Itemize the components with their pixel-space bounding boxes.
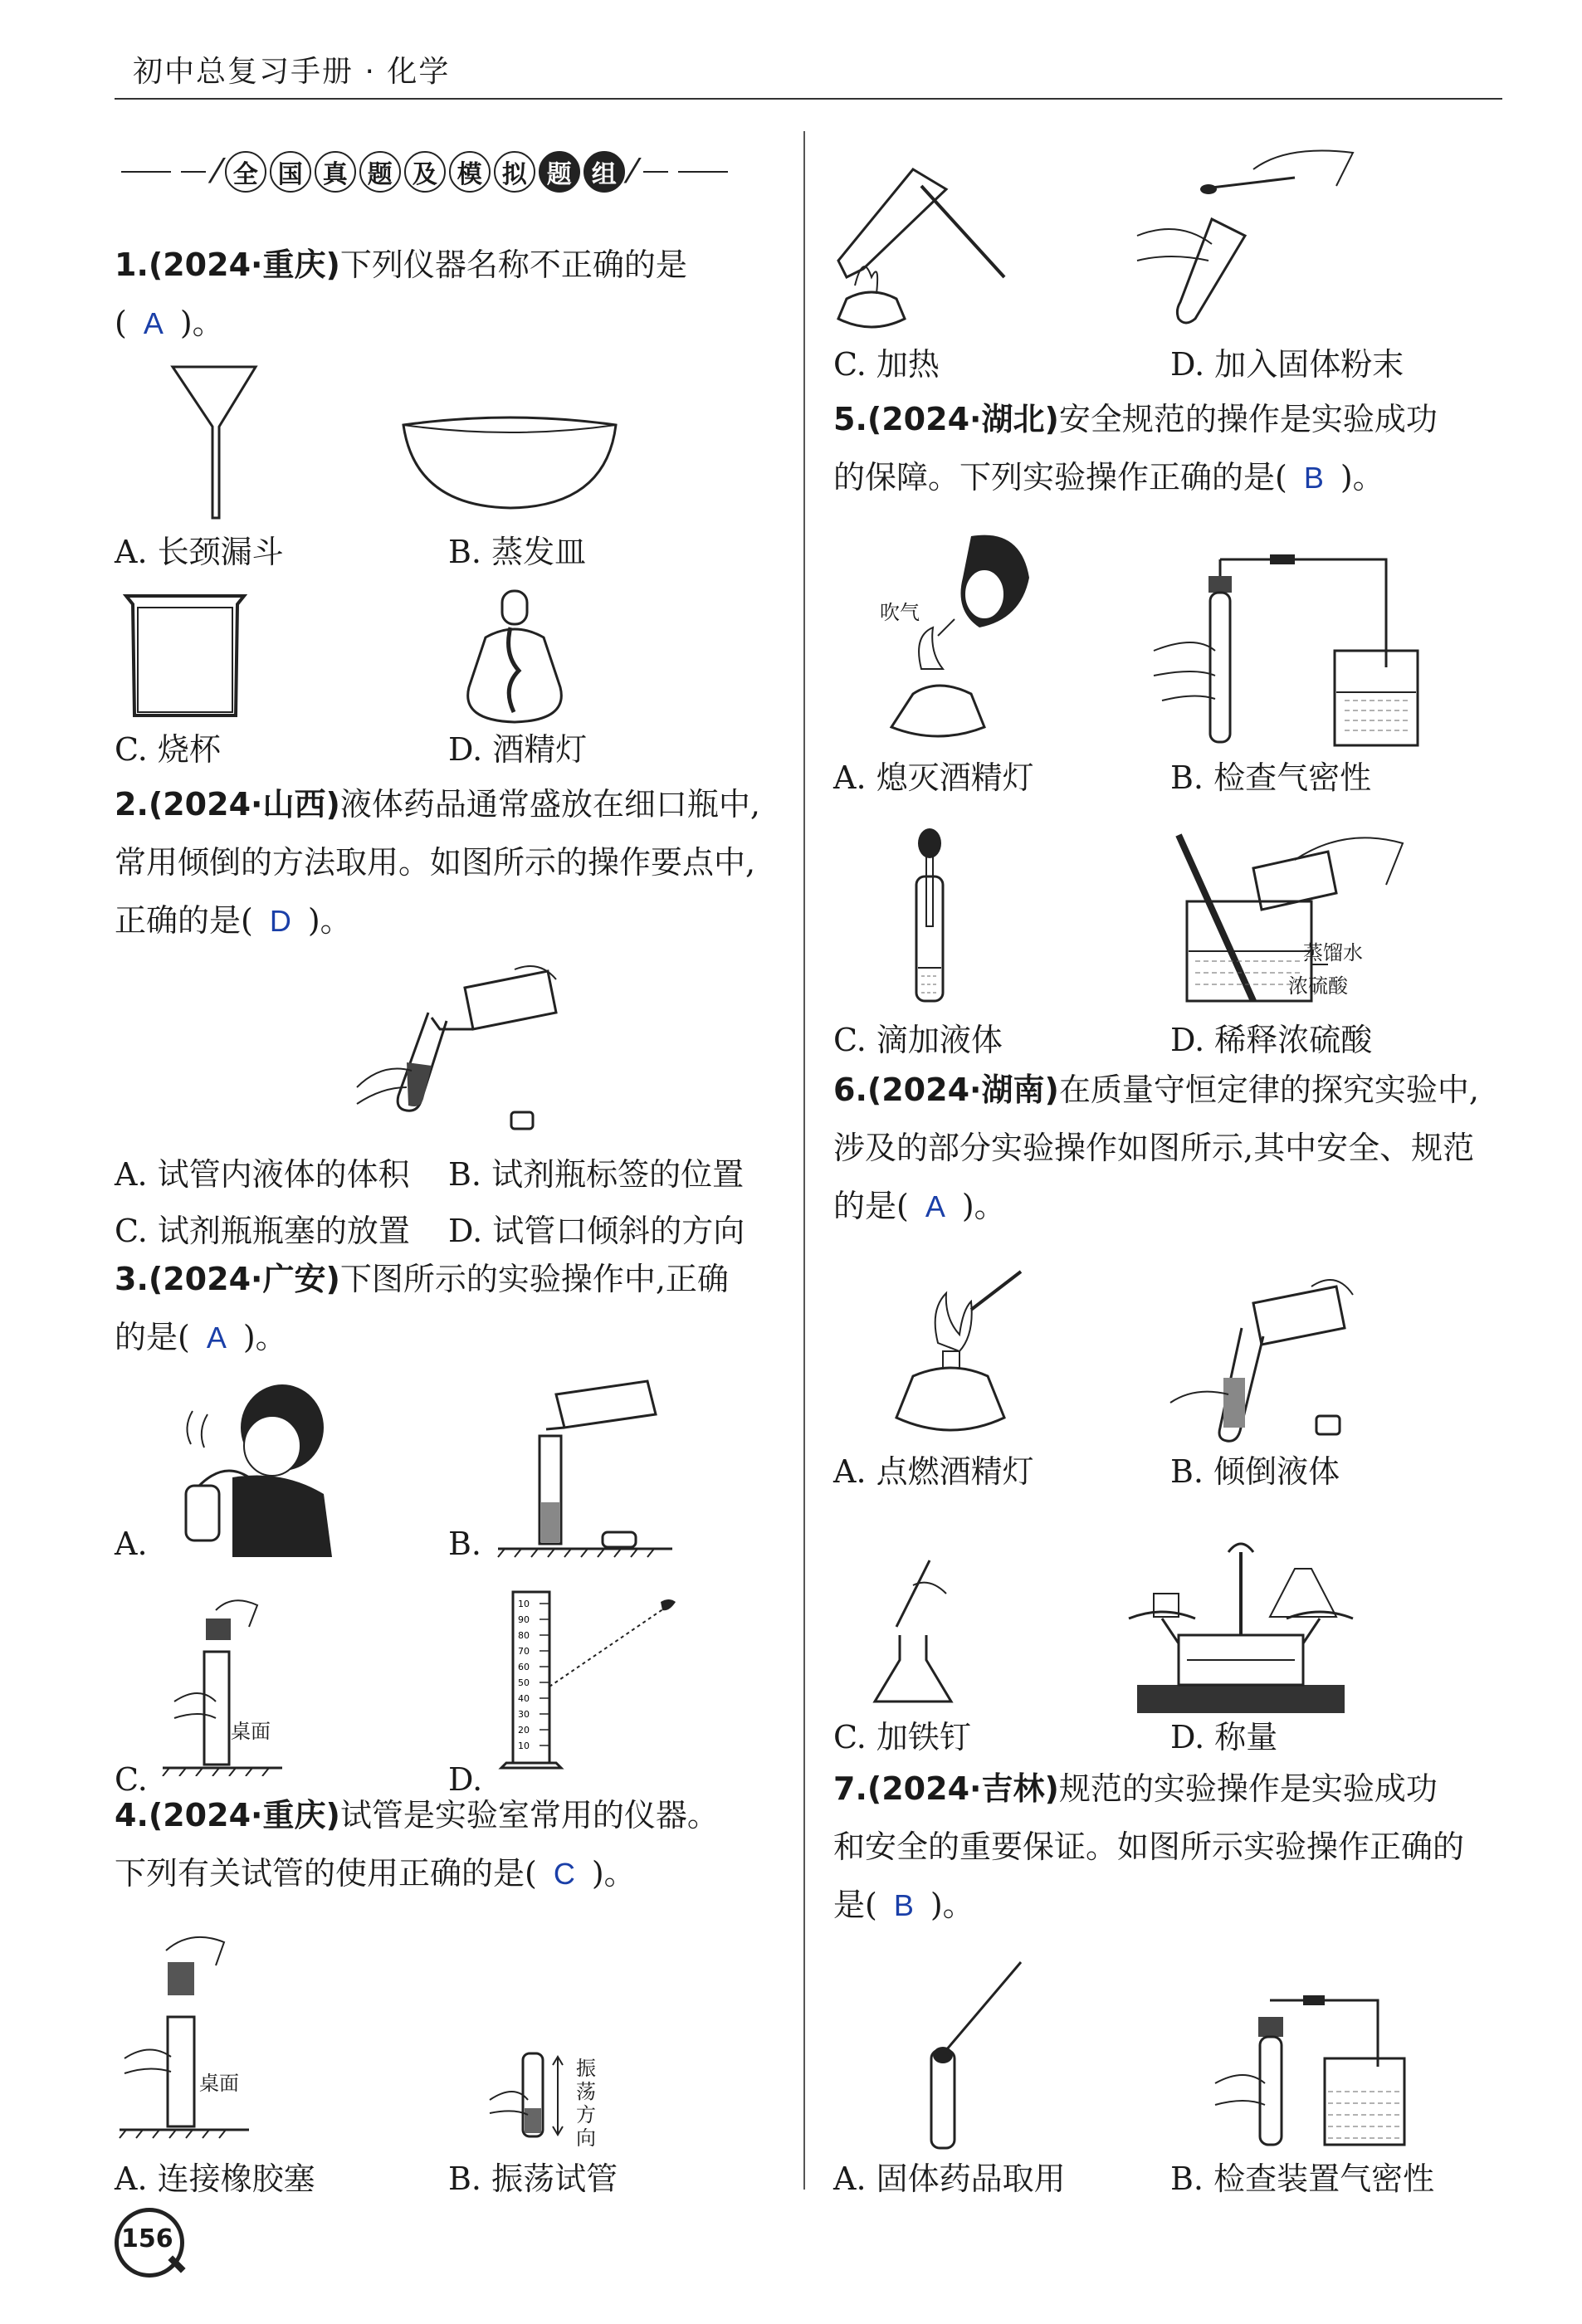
dropper-figure bbox=[896, 827, 963, 1009]
cylinder-tick-label: 50 bbox=[518, 1677, 530, 1688]
cylinder-reading-figure bbox=[498, 1587, 689, 1786]
q2-option-c: C. 试剂瓶瓶塞的放置 bbox=[115, 1213, 410, 1249]
banner-char: 题 bbox=[359, 151, 401, 193]
banner-char: 组 bbox=[583, 151, 625, 193]
paren: ( bbox=[115, 305, 127, 341]
page-number-badge bbox=[115, 2208, 184, 2278]
take-solid-figure bbox=[921, 1959, 1029, 2150]
label-conc-sulfuric-acid: 浓硫酸 bbox=[1288, 974, 1348, 998]
banner-char: 国 bbox=[270, 151, 311, 193]
question-4 bbox=[115, 1786, 795, 1903]
alcohol-lamp-figure bbox=[452, 588, 577, 729]
label-blow: 吹气 bbox=[880, 601, 920, 624]
funnel-figure bbox=[166, 364, 266, 521]
label-desk: 桌面 bbox=[199, 2072, 239, 2095]
answer: B bbox=[893, 1888, 914, 1922]
cylinder-tick-label: 80 bbox=[518, 1630, 530, 1641]
banner-char: 及 bbox=[404, 151, 446, 193]
check-airtightness-figure bbox=[1212, 1992, 1411, 2150]
cylinder-tick-label: 10 bbox=[518, 1741, 530, 1751]
cylinder-tick-label: 70 bbox=[518, 1646, 530, 1657]
page-number: 156 bbox=[121, 2224, 173, 2253]
cylinder-tick-label: 60 bbox=[518, 1662, 530, 1672]
add-powder-figure bbox=[1129, 136, 1361, 327]
banner-char: 拟 bbox=[494, 151, 535, 193]
question-text: 液体药品通常盛放在细口瓶中, bbox=[339, 786, 760, 823]
q7-option-a: A. 固体药品取用 bbox=[833, 2160, 1066, 2197]
question-2 bbox=[115, 775, 795, 950]
q2-option-d: D. 试管口倾斜的方向 bbox=[448, 1213, 745, 1249]
question-text: 的保障。下列实验操作正确的是( bbox=[833, 459, 1287, 496]
pour-liquid-figure bbox=[1162, 1270, 1361, 1444]
q2-option-b: B. 试剂瓶标签的位置 bbox=[448, 1156, 745, 1193]
q5-option-c: C. 滴加液体 bbox=[833, 1022, 1003, 1058]
question-text: 下图所示的实验操作中,正确 bbox=[339, 1261, 729, 1297]
q3-option-c: C. bbox=[115, 1761, 148, 1798]
q1-option-b: B. 蒸发皿 bbox=[448, 534, 587, 570]
q3-option-a: A. bbox=[115, 1526, 148, 1562]
label-distilled-water: 蒸馏水 bbox=[1303, 941, 1363, 964]
question-tag: 2.(2024·山西) bbox=[115, 786, 340, 823]
banner-char: 题 bbox=[539, 151, 580, 193]
extinguish-lamp-figure bbox=[872, 528, 1038, 744]
paren: )。 bbox=[1340, 459, 1384, 496]
q5-option-d: D. 稀释浓硫酸 bbox=[1170, 1022, 1373, 1058]
paren: )。 bbox=[591, 1855, 636, 1892]
shake-tube-figure bbox=[481, 2050, 573, 2141]
q5-option-b: B. 检查气密性 bbox=[1170, 759, 1372, 796]
header-divider bbox=[115, 98, 1502, 100]
paren: )。 bbox=[930, 1887, 974, 1923]
heat-tube-figure bbox=[830, 153, 1021, 335]
answer: A bbox=[206, 1321, 227, 1355]
question-text: 下列有关试管的使用正确的是( bbox=[115, 1855, 537, 1892]
answer: A bbox=[143, 306, 164, 340]
answer: B bbox=[1303, 461, 1324, 495]
weighing-balance-figure bbox=[1121, 1536, 1361, 1718]
q6-option-b: B. 倾倒液体 bbox=[1170, 1453, 1340, 1490]
label-shake-direction: 振荡方向 bbox=[576, 2057, 596, 2150]
q1-option-a: A. 长颈漏斗 bbox=[115, 534, 284, 570]
q7-option-b: B. 检查装置气密性 bbox=[1170, 2160, 1435, 2197]
cylinder-tick-label: 90 bbox=[518, 1614, 530, 1625]
question-tag: 3.(2024·广安) bbox=[115, 1261, 340, 1297]
pouring-liquid-figure bbox=[349, 963, 564, 1137]
page-header-title: 初中总复习手册 · 化学 bbox=[133, 55, 451, 89]
q1-option-c: C. 烧杯 bbox=[115, 731, 221, 768]
evaporating-dish-figure bbox=[398, 415, 623, 515]
paren: )。 bbox=[179, 305, 224, 341]
banner-char: 全 bbox=[225, 151, 266, 193]
insert-stopper-figure bbox=[158, 1594, 291, 1776]
answer: C bbox=[553, 1857, 575, 1891]
light-lamp-figure bbox=[880, 1268, 1029, 1443]
question-text: 正确的是( bbox=[115, 902, 253, 939]
answer: A bbox=[925, 1189, 945, 1223]
question-tag: 1.(2024·重庆) bbox=[115, 247, 340, 283]
question-text: 下列仪器名称不正确的是 bbox=[339, 247, 687, 283]
q4-option-b: B. 振荡试管 bbox=[448, 2160, 618, 2197]
question-text: 是( bbox=[833, 1887, 877, 1923]
answer: D bbox=[269, 904, 291, 938]
question-text: 和安全的重要保证。如图所示实验操作正确的 bbox=[833, 1828, 1465, 1865]
q6-option-c: C. 加铁钉 bbox=[833, 1719, 971, 1755]
banner-char: 真 bbox=[315, 151, 356, 193]
q6-option-d: D. 称量 bbox=[1170, 1719, 1278, 1755]
connect-stopper-figure bbox=[116, 1926, 257, 2141]
question-3 bbox=[115, 1250, 795, 1367]
pour-into-cylinder-figure bbox=[490, 1378, 689, 1560]
question-7 bbox=[833, 1760, 1514, 1935]
question-5 bbox=[833, 390, 1514, 507]
cylinder-tick-label: 30 bbox=[518, 1709, 530, 1720]
q4-option-c: C. 加热 bbox=[833, 346, 940, 383]
question-tag: 7.(2024·吉林) bbox=[833, 1770, 1059, 1807]
question-text: 的是( bbox=[115, 1319, 190, 1355]
question-tag: 4.(2024·重庆) bbox=[115, 1797, 340, 1833]
section-banner: ⁄ 全 国 真 题 及 模 拟 题 组 ⁄ bbox=[116, 143, 733, 201]
beaker-figure bbox=[123, 591, 247, 724]
cylinder-tick-label: 20 bbox=[518, 1725, 530, 1736]
smelling-gas-figure bbox=[158, 1378, 340, 1560]
paren: )。 bbox=[307, 902, 352, 939]
q3-option-d: D. bbox=[448, 1761, 483, 1798]
q6-option-a: A. 点燃酒精灯 bbox=[833, 1453, 1034, 1490]
column-divider bbox=[803, 131, 805, 2190]
paren: )。 bbox=[242, 1319, 287, 1355]
question-1 bbox=[115, 236, 795, 353]
airtightness-figure bbox=[1145, 551, 1419, 750]
question-tag: 5.(2024·湖北) bbox=[833, 401, 1059, 437]
q3-option-b: B. bbox=[448, 1526, 482, 1562]
q2-option-a: A. 试管内液体的体积 bbox=[115, 1156, 410, 1193]
add-nail-figure bbox=[863, 1552, 963, 1710]
question-text: 的是( bbox=[833, 1188, 909, 1224]
banner-char: 模 bbox=[449, 151, 491, 193]
question-text: 安全规范的操作是实验成功 bbox=[1058, 401, 1438, 437]
question-tag: 6.(2024·湖南) bbox=[833, 1072, 1059, 1108]
cylinder-tick-label: 10 bbox=[518, 1599, 530, 1609]
question-text: 试管是实验室常用的仪器。 bbox=[339, 1797, 719, 1833]
cylinder-tick-label: 40 bbox=[518, 1693, 530, 1704]
q4-option-d: D. 加入固体粉末 bbox=[1170, 346, 1404, 383]
label-desk: 桌面 bbox=[231, 1720, 271, 1743]
question-6 bbox=[833, 1061, 1514, 1236]
q1-option-d: D. 酒精灯 bbox=[448, 731, 588, 768]
q5-option-a: A. 熄灭酒精灯 bbox=[833, 759, 1034, 796]
question-text: 涉及的部分实验操作如图所示,其中安全、规范 bbox=[833, 1130, 1475, 1166]
question-text: 规范的实验操作是实验成功 bbox=[1058, 1770, 1438, 1807]
paren: )。 bbox=[961, 1188, 1006, 1224]
q4-option-a: A. 连接橡胶塞 bbox=[115, 2160, 315, 2197]
question-text: 常用倾倒的方法取用。如图所示的操作要点中, bbox=[115, 844, 756, 881]
question-text: 在质量守恒定律的探究实验中, bbox=[1058, 1072, 1479, 1108]
